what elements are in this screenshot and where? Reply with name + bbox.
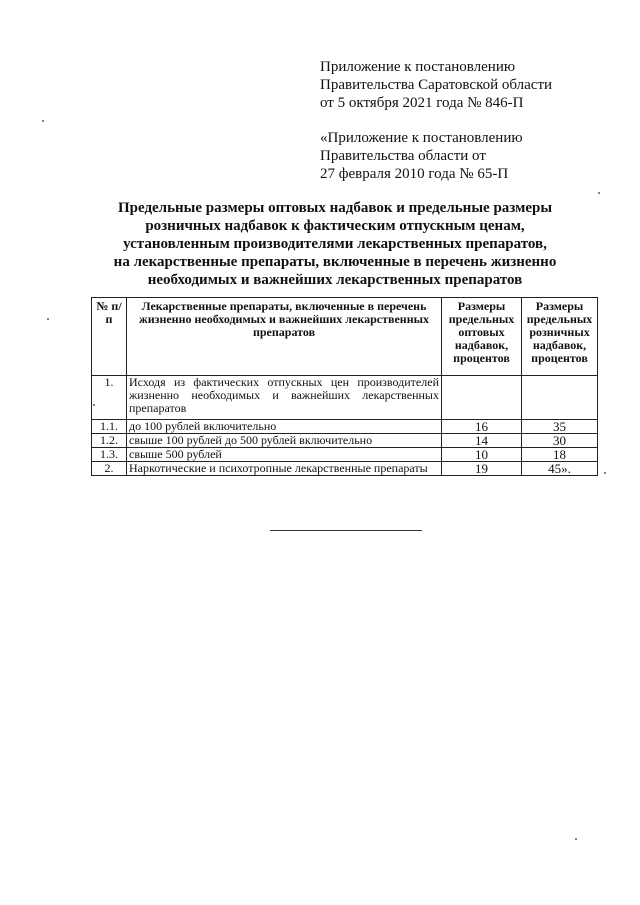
title-line-4: на лекарственные препараты, включенные в перечень жизненно: [113, 254, 557, 270]
title-line-5: необходимых и важнейших лекарственных препаратов: [147, 272, 523, 288]
table-row: [92, 448, 598, 462]
header-drugs: Лекарственные препараты, включенные в перечень жизненно необходимых и важнейших лекарственных препаратов: [127, 298, 442, 376]
signature-line: [270, 530, 422, 531]
title-line-2: розничных надбавок к фактическим отпускным ценам,: [145, 218, 525, 234]
header-wholesale: Размеры предельных оптовых надбавок, процентов: [442, 298, 522, 376]
row-wholesale: 16: [442, 420, 522, 434]
scan-speck: [47, 318, 49, 320]
scan-speck: [598, 192, 600, 194]
row-desc: свыше 500 рублей: [127, 448, 442, 462]
table-header-row: [92, 298, 598, 376]
header-num: № п/п: [92, 298, 127, 376]
row-retail: 18: [522, 448, 598, 462]
header-retail: Размеры предельных розничных надбавок, процентов: [522, 298, 598, 376]
row-desc: Наркотические и психотропные лекарственные препараты: [127, 462, 442, 476]
appendix-current-line-2: Правительства Саратовской области: [320, 77, 553, 93]
title-line-1: Предельные размеры оптовых надбавок и предельные размеры: [117, 200, 553, 216]
appendix-original-line-2: Правительства области от: [320, 148, 486, 164]
row-retail: 35: [522, 420, 598, 434]
row-wholesale: 19: [442, 462, 522, 476]
row-retail: 30: [522, 434, 598, 448]
row-retail: 45».: [522, 462, 598, 476]
table-row: [92, 434, 598, 448]
title-line-3: установленным производителями лекарственных препаратов,: [123, 236, 547, 252]
row-num: 1.1.: [92, 420, 127, 434]
table-row: [92, 376, 598, 420]
table-row: [92, 462, 598, 476]
markup-table: [91, 297, 598, 476]
row-wholesale: 10: [442, 448, 522, 462]
appendix-current-line-3: от 5 октября 2021 года № 846-П: [320, 95, 524, 111]
row-num: 1.2.: [92, 434, 127, 448]
scan-speck: [42, 120, 44, 122]
scan-speck: [604, 472, 606, 474]
row-desc: свыше 100 рублей до 500 рублей включительно: [127, 434, 442, 448]
appendix-original-line-3: 27 февраля 2010 года № 65-П: [320, 166, 509, 182]
appendix-original-reference: [320, 129, 523, 183]
appendix-original-line-1: «Приложение к постановлению: [320, 130, 523, 146]
appendix-current-line-1: Приложение к постановлению: [320, 59, 516, 75]
row-wholesale: [442, 376, 522, 420]
scan-speck: [575, 838, 577, 840]
document-title: [90, 199, 580, 289]
row-desc: до 100 рублей включительно: [127, 420, 442, 434]
row-num: 2.: [92, 462, 127, 476]
row-wholesale: 14: [442, 434, 522, 448]
row-num: 1.3.: [92, 448, 127, 462]
scan-speck: [93, 404, 95, 406]
table-row: [92, 420, 598, 434]
row-desc: Исходя из фактических отпускных цен производителей жизненно необходимых и важнейших лекарственных препаратов: [127, 376, 442, 420]
appendix-current-reference: [320, 58, 552, 112]
row-retail: [522, 376, 598, 420]
row-num: 1.: [92, 376, 127, 420]
